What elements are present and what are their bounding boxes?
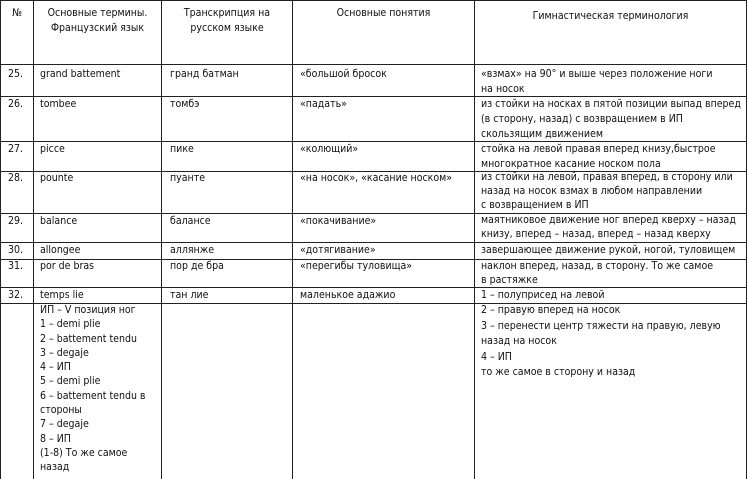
transliteration: пор де бра <box>170 260 224 272</box>
french-term: grand battement <box>40 68 121 80</box>
concept: «падать» <box>300 98 347 110</box>
transliteration: гранд батман <box>170 68 239 80</box>
gym-term-line: из стойки на носках в пятой позиции выпад вперед <box>481 98 741 110</box>
sequence-line: 3 – перенести центр тяжести на правую, левую <box>481 319 721 332</box>
sequence-line: назад на носок <box>481 335 557 347</box>
sequence-line: ИП – V позиция ног <box>40 304 136 316</box>
header-transcription <box>162 6 292 36</box>
sequence-line: 4 – ИП <box>40 361 71 374</box>
header-french-terms <box>34 6 161 36</box>
sequence-line: 2 – правую вперед на носок <box>481 304 621 316</box>
gym-term <box>481 170 733 212</box>
gym-term-line: наклон вперед, назад, в сторону. То же самое <box>481 260 714 272</box>
column-divider <box>0 0 1 479</box>
gym-sequence <box>481 303 721 381</box>
header-transcription-line: Транскрипция на <box>183 7 271 19</box>
sequence-line: 3 – degaje <box>40 346 89 359</box>
transliteration: томбэ <box>170 98 200 110</box>
gym-term <box>481 213 736 241</box>
gym-term-line: маятниковое движение ног вперед кверху – назад <box>481 214 736 226</box>
sequence-line: 1 – demi plie <box>40 318 101 331</box>
french-sequence <box>40 303 146 475</box>
gym-term-line: (в сторону, назад) с возвращением в ИП <box>481 113 683 125</box>
concept: «перегибы туловища» <box>300 260 413 272</box>
transliteration: пуанте <box>170 172 206 184</box>
concept: «дотягивание» <box>300 244 376 256</box>
row-number: 26. <box>8 98 24 110</box>
column-divider <box>161 0 162 479</box>
french-term: picce <box>40 143 65 155</box>
concept: маленькое адажио <box>300 289 396 301</box>
transliteration: пике <box>170 143 194 155</box>
gym-term <box>481 288 604 303</box>
gym-term <box>481 259 713 287</box>
transliteration: аллянже <box>170 244 215 256</box>
gym-term-line: скользящим движением <box>481 128 603 140</box>
row-number: 27. <box>8 143 24 155</box>
row-number: 29. <box>8 215 24 227</box>
header-french-terms-line: Основные термины. <box>47 7 148 19</box>
gym-term <box>481 97 741 142</box>
header-transcription-line: русском языке <box>190 22 264 34</box>
row-number: 25. <box>8 68 24 80</box>
concept: «на носок», «касание носком» <box>300 172 453 184</box>
gym-term-line: «взмах» на 90° и выше через положение ноги <box>481 68 713 80</box>
header-gym-terminology: Гимнастическая терминология <box>532 10 689 22</box>
gym-term-line: завершающее движение рукой, ногой, туловищем <box>481 244 736 256</box>
sequence-line: 6 – battement tendu в <box>40 389 146 402</box>
gym-term-line: стойка на левой правая вперед книзу,быстрое <box>481 143 716 155</box>
row-number: 28. <box>8 172 24 184</box>
gym-term <box>481 142 716 172</box>
gym-term-line: книзу, вперед – назад, вперед – назад кверху <box>481 228 711 240</box>
gym-term-line: на носок <box>481 83 525 95</box>
french-term: tombee <box>40 98 77 110</box>
sequence-line: 2 – battement tendu <box>40 332 137 345</box>
row-number: 31. <box>8 260 24 272</box>
french-term: allongee <box>40 244 81 256</box>
french-term: pounte <box>40 172 74 184</box>
column-divider <box>292 0 293 479</box>
gym-term-line: назад на носок взмах в любом направлении <box>481 185 703 197</box>
concept: «колющий» <box>300 143 359 155</box>
gym-term <box>481 67 713 97</box>
concept: «большой бросок <box>300 68 387 80</box>
sequence-line: 7 – degaje <box>40 418 89 431</box>
column-divider <box>33 0 34 479</box>
row-number: 30. <box>8 244 24 256</box>
header-concepts: Основные понятия <box>336 7 431 19</box>
row-number: 32. <box>8 289 24 301</box>
gym-term-line: с возвращением в ИП <box>481 199 589 211</box>
row-divider <box>0 0 746 1</box>
sequence-line: стороны <box>40 404 82 417</box>
french-term: por de bras <box>40 260 95 272</box>
gym-term-line: из стойки на левой, правая вперед, в сторону или <box>481 171 733 183</box>
sequence-line: назад <box>40 461 70 474</box>
header-french-terms-line: Французский язык <box>50 22 145 34</box>
gym-term-line: многократное касание носком пола <box>481 158 661 170</box>
header-number: № <box>12 7 22 19</box>
sequence-line: 8 – ИП <box>40 432 71 445</box>
gym-term-line: 1 – полуприсед на левой <box>481 289 605 301</box>
transliteration: балансе <box>170 215 211 227</box>
gym-term <box>481 243 735 258</box>
french-term: temps lie <box>40 289 84 301</box>
column-divider <box>474 0 475 479</box>
transliteration: тан лие <box>170 289 209 301</box>
sequence-line: то же самое в сторону и назад <box>481 366 636 378</box>
sequence-line: (1-8) То же самое <box>40 446 128 459</box>
sequence-line: 5 – demi plie <box>40 375 101 388</box>
gym-term-line: в растяжке <box>481 274 538 286</box>
row-divider <box>0 64 746 65</box>
concept: «покачивание» <box>300 215 377 227</box>
french-term: balance <box>40 215 78 227</box>
sequence-line: 4 – ИП <box>481 350 512 363</box>
